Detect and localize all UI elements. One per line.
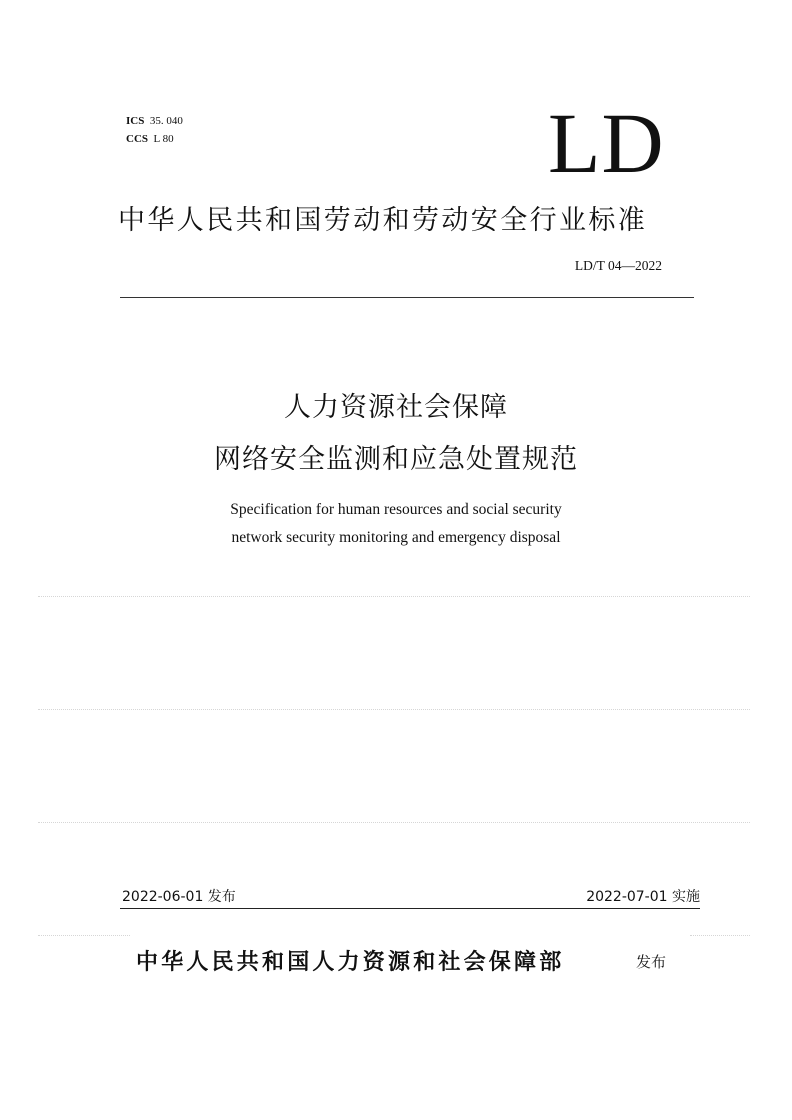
title-en-line2: network security monitoring and emergency disposal	[231, 529, 561, 546]
top-divider	[120, 297, 694, 298]
ccs-code	[126, 130, 183, 148]
issuer: 中华人民共和国人力资源和社会保障部	[136, 949, 565, 975]
issue-date: 2022-06-01 发布	[122, 889, 236, 905]
issuer-suffix: 发布	[636, 953, 667, 971]
ld-logo: LD	[548, 95, 665, 191]
bottom-divider	[120, 908, 700, 909]
dotted-rule-4-right	[690, 935, 750, 936]
title-en-line1: Specification for human resources and social security	[230, 501, 562, 518]
ics-value: 35. 040	[149, 115, 183, 127]
ics-code	[126, 112, 183, 130]
title-zh-line1: 人力资源社会保障	[284, 392, 508, 423]
dotted-rule-3	[38, 822, 750, 823]
ics-label: ICS	[126, 115, 145, 127]
ccs-label: CCS	[126, 133, 149, 145]
implement-date: 2022-07-01 实施	[586, 889, 700, 905]
standard-number: LD/T 04—2022	[574, 258, 662, 273]
dotted-rule-4-left	[38, 935, 130, 936]
standard-category: 中华人民共和国劳动和劳动安全行业标准	[118, 205, 648, 236]
ccs-value: L 80	[153, 133, 174, 145]
dotted-rule-1	[38, 596, 750, 597]
classification-codes	[126, 112, 183, 148]
dotted-rule-2	[38, 709, 750, 710]
title-zh-line2: 网络安全监测和应急处置规范	[214, 444, 578, 475]
